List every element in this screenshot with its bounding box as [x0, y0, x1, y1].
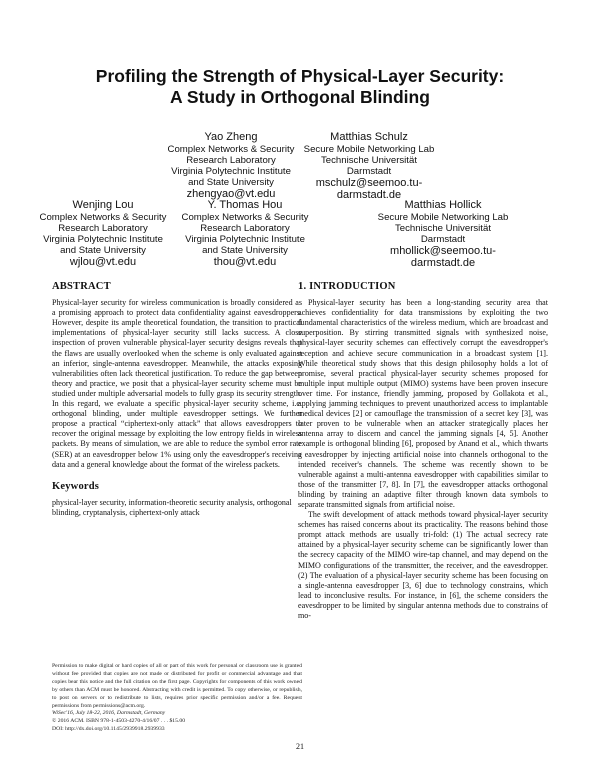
author-affiliation-line: Complex Networks & Security — [39, 212, 167, 223]
author-affiliation-line: Virginia Polytechnic Institute — [43, 234, 163, 245]
permission-block — [52, 663, 302, 734]
author-affiliation-line: Secure Mobile Networking Lab — [303, 144, 435, 155]
author-affiliation-line: Technische Universität — [395, 223, 491, 234]
page-number: 21 — [296, 742, 304, 751]
author-affiliation-line: Virginia Polytechnic Institute — [171, 166, 291, 177]
author-affiliation-line: Research Laboratory — [186, 155, 276, 166]
keywords-text: physical-layer security, information-theoretic security analysis, orthogonal blinding, cryptanalysis, ciphertext-only attack — [52, 497, 292, 517]
author-block — [372, 199, 514, 269]
author-affiliation-line: Darmstadt — [420, 234, 466, 245]
author-affiliation-line: Research Laboratory — [200, 223, 290, 234]
permission-text: Permission to make digital or hard copies of all or part of this work for personal or classroom use is granted without fee provided that copies are not made or distributed for profit or commercial advantage and that copies bear this notice and the full citation on the first page. Copyrights for components of this work owned by others than ACM must be honored. Abstracting with credit is permitted. To copy otherwise, or republish, to post on servers or to redistribute to lists, requires prior specific permission and/or a fee. Request permissions from permissions@acm.org. — [52, 663, 302, 709]
author-affiliation-line: and State University — [188, 177, 274, 188]
author-affiliation-line: and State University — [60, 245, 146, 256]
author-email: darmstadt.de — [336, 189, 402, 201]
abstract-heading: ABSTRACT — [52, 281, 111, 292]
venue-line: WiSec'16, July 18-22, 2016, Darmstadt, Germany — [52, 710, 166, 717]
author-email: mhollick@seemoo.tu- — [390, 245, 496, 257]
left-column — [52, 282, 302, 518]
keywords-heading: Keywords — [52, 480, 100, 492]
author-block — [32, 199, 174, 268]
author-affiliation-line: Complex Networks & Security — [181, 212, 309, 223]
author-affiliation-line: and State University — [202, 245, 288, 256]
author-affiliation-line: Secure Mobile Networking Lab — [377, 212, 509, 223]
author-affiliation-line: Complex Networks & Security — [167, 144, 295, 155]
copyright-line: © 2016 ACM. ISBN 978-1-4503-4270-4/16/07 . . . $15.00 — [52, 718, 186, 725]
paper-title — [40, 66, 560, 108]
title-line-2: A Study in Orthogonal Blinding — [170, 87, 430, 107]
abstract-text: Physical-layer security for wireless communication is broadly considered as a promising approach to protect data confidentiality against eavesdroppers. However, despite its ample theoretical foundation, the transition to practical implementations of physical-layer security still lacks success. A close inspection of proven vulnerable physical-layer security designs reveals that the flaws are usually overlooked when the scheme is only evaluated against an inferior, single-antenna eavesdropper. Meanwhile, the attacks exposing vulnerabilities often lack theoretical justification. To reduce the gap between theory and practice, we posit that a physical-layer security scheme must be studied under multiple adversarial models to fully grasp its security strength. In this regard, we evaluate a specific physical-layer security scheme, i.e. orthogonal blinding, under multiple eavesdropper settings. We further propose a practical “ciphertext-only attack” that allows eavesdroppers to recover the original message by exploiting the low entropy fields in wireless packets. By means of simulation, we are able to reduce the symbol error rate (SER) at an eavesdropper below 1% using only the eavesdropper's receiving data and a general knowledge about the format of the wireless packets. — [52, 298, 302, 469]
author-email: zhengyao@vt.edu — [186, 188, 276, 200]
author-name: Y. Thomas Hou — [207, 199, 283, 211]
author-name: Wenjing Lou — [72, 199, 134, 211]
author-name: Matthias Hollick — [404, 199, 482, 211]
author-affiliation-line: Technische Universität — [321, 155, 417, 166]
author-affiliation-line: Research Laboratory — [58, 223, 148, 234]
author-email: mschulz@seemoo.tu- — [315, 177, 423, 189]
intro-paragraph: The swift development of attack methods toward physical-layer security schemes has raised concerns about its practicality. The reasons behind those prompt attack methods are usually tri-fold: (1) The actual secrecy rate attained by a physical-layer security scheme can be significantly lower than the secrecy capacity of the MIMO wire-tap channel, and may depend on the MIMO configurations of the transmitter, the receiver, and the eavesdropper. (2) The evaluation of a physical-layer security scheme has been focusing on a single-antenna eavesdropper [3, 6] due to technology constrains, which lead to inconclusive results. For instance, in [6], the scheme considers the eavesdropper to be limited by singular antenna methods due to constrains of mo- — [298, 510, 548, 620]
doi-line: DOI: http://dx.doi.org/10.1145/2939918.2939933 — [52, 726, 165, 733]
title-line-1: Profiling the Strength of Physical-Layer Security: — [95, 66, 505, 86]
author-block — [298, 131, 440, 201]
author-email: darmstadt.de — [410, 257, 476, 269]
author-block — [160, 131, 302, 200]
author-affiliation-line: Darmstadt — [346, 166, 392, 177]
introduction-heading: 1. INTRODUCTION — [298, 281, 396, 292]
author-block — [174, 199, 316, 268]
author-affiliation-line: Virginia Polytechnic Institute — [185, 234, 305, 245]
author-name: Matthias Schulz — [330, 131, 408, 143]
author-email: thou@vt.edu — [213, 256, 277, 268]
author-name: Yao Zheng — [204, 131, 258, 143]
author-email: wjlou@vt.edu — [69, 256, 137, 268]
intro-paragraph: Physical-layer security has been a long-standing security area that achieves confidentiality for data transmissions by exploiting the two fundamental characteristics of the wireless medium, which are broadcast and superposition. By stirring transmitted signals with synthesized noise, physical-layer security schemes can effectively corrupt the eavesdropper's reception and achieve secure communication in a broadcast system [1]. While theoretical study shows that this design philosophy holds a lot of promise, several practical physical-layer security schemes proposed for multiple input multiple output (MIMO) systems have been proven insecure over time. For instance, friendly jamming, proposed by Gollakota et al., applying jamming techniques to prevent unauthorized access to implantable medical devices [2] or camouflage the transmission of a secret key [3], was later proven to be vulnerable when an attacker strategically places her antenna array to discern and cancel the jamming signals [4, 5]. Another example is orthogonal blinding [6], proposed by Anand et al., which thwarts a eavesdropper by injecting artificial noise into channels orthogonal to the intended receiver's channels. The scheme was recently shown to be vulnerable against a multi-antenna eavesdropper with capabilities similar to those of the transmitter [7, 8]. In [7], the eavesdropper attacks orthogonal blinding by training an adaptive filter through known data symbols to separate transmitted signals from artificial noise. — [298, 298, 548, 509]
right-column — [298, 282, 548, 621]
